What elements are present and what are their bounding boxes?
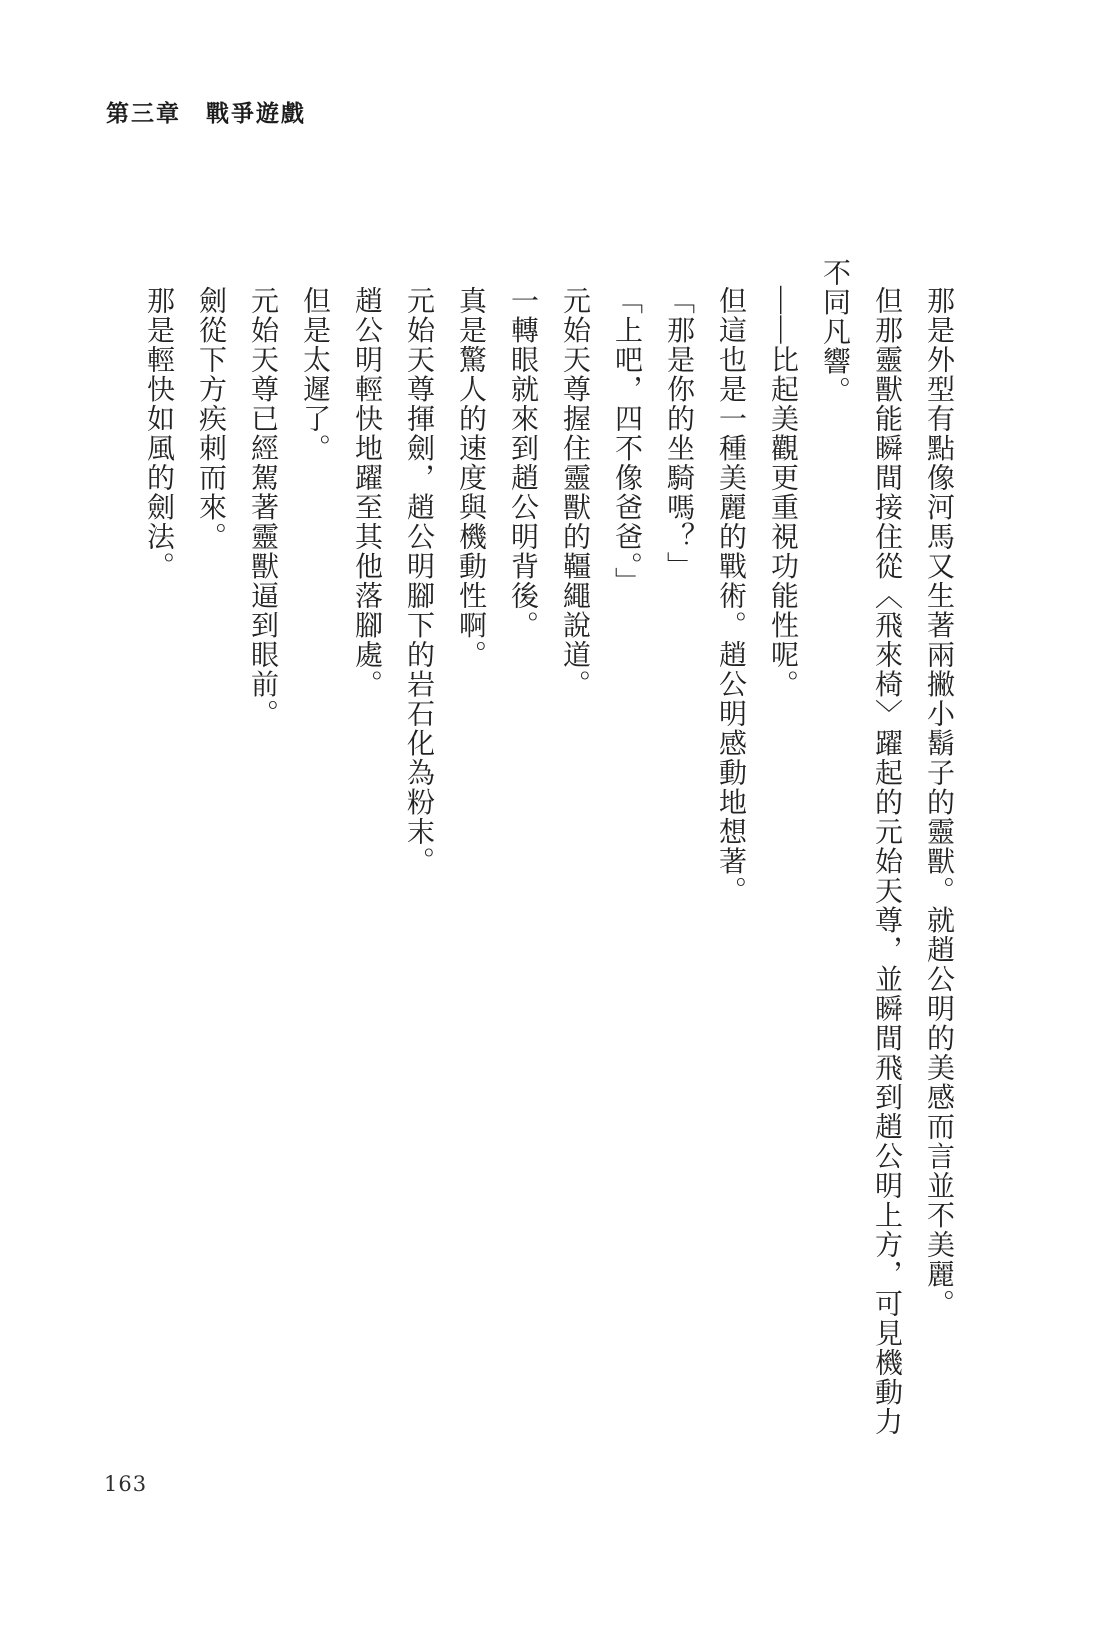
text-column: 元始天尊握住靈獸的韁繩說道。 (559, 286, 590, 699)
text-column: 真是驚人的速度與機動性啊。 (455, 286, 486, 670)
text-column: 那是輕快如風的劍法。 (143, 286, 174, 581)
text-column: 劍從下方疾刺而來。 (195, 286, 226, 552)
text-column: 但是太遲了。 (299, 286, 330, 463)
text-column: 不同凡響。 (819, 258, 850, 406)
text-column: 元始天尊揮劍，趙公明腳下的岩石化為粉末。 (403, 286, 434, 876)
text-column: 那是外型有點像河馬又生著兩撇小鬍子的靈獸。就趙公明的美感而言並不美麗。 (923, 286, 954, 1319)
chapter-running-header: 第三章 戰爭遊戲 (106, 100, 306, 126)
text-column: ——比起美觀更重視功能性呢。 (767, 286, 798, 699)
text-column: 「那是你的坐騎嗎？」 (663, 286, 694, 581)
text-column: 一轉眼就來到趙公明背後。 (507, 286, 538, 640)
page-number: 163 (104, 1472, 148, 1496)
text-column: 但這也是一種美麗的戰術。趙公明感動地想著。 (715, 286, 746, 906)
text-column: 「上吧，四不像爸爸。」 (611, 286, 642, 597)
text-column: 但那靈獸能瞬間接住從〈飛來椅〉躍起的元始天尊，並瞬間飛到趙公明上方，可見機動力 (871, 286, 902, 1437)
text-column: 元始天尊已經駕著靈獸逼到眼前。 (247, 286, 278, 729)
vertical-text-block (132, 258, 964, 1518)
text-column: 趙公明輕快地躍至其他落腳處。 (351, 286, 382, 699)
